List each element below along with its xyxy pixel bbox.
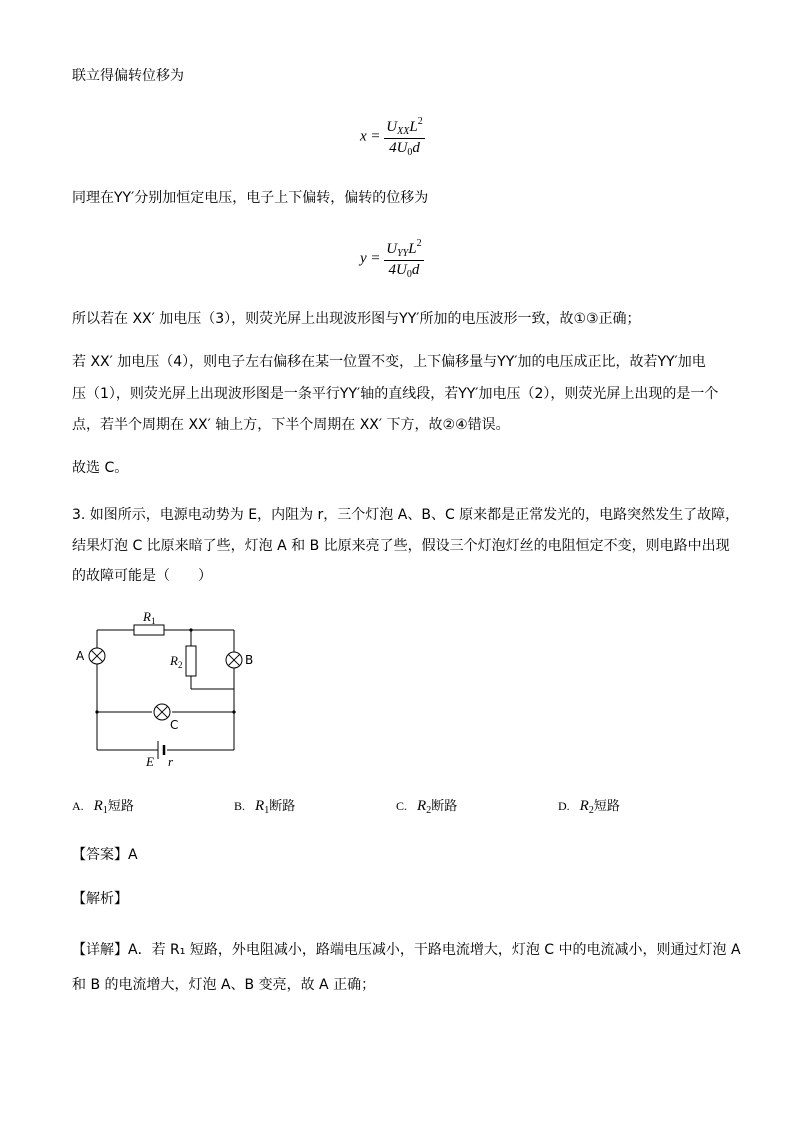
svg-text:R2: $R_2$ [170,653,183,670]
formula-lhs: y = [360,250,381,267]
text-line: 若 XX′ 加电压（4），则电子左右偏移在某一位置不变，上下偏移量与YY′加的电压成正比，故若YY′加电 [72,354,706,370]
detail-line: 【详解】A．若 R₁ 短路，外电阻减小，路端电压减小，干路电流增大，灯泡 C 中的电流减小，则通过灯泡 A [72,942,741,958]
formula-lhs: x = [360,128,381,145]
option-d: D. $R_2$短路 [558,798,620,816]
svg-text:R1: $R_1$ [143,609,156,626]
question-line: 结果灯泡 C 比原来暗了些，灯泡 A 和 B 比原来亮了些，假设三个灯泡灯丝的电阻恒定不变，则电路中出现 [72,538,730,554]
detail-line: 和 B 的电流增大，灯泡 A、B 变亮，故 A 正确； [72,977,376,993]
resistor-r2 [186,646,196,676]
fraction [384,116,424,158]
answer-label: 【答案】A [72,847,138,863]
formula-y [360,238,424,280]
numerator: $U_{XX}L^2$ [386,116,423,137]
question-line: 3. 如图所示，电源电动势为 E，内阻为 r，三个灯泡 A、B、C 原来都是正常发光的，电路突然发生了故障， [72,507,740,523]
denominator: $4U_0d$ [388,262,420,280]
emf-label: E [146,754,154,769]
option-b: B. $R_1$断路 [234,798,296,816]
text-line: 压（1），则荧光屏上出现波形图是一条平行YY′轴的直线段，若YY′加电压（2），则荧光屏上出现的是一个 [72,386,719,402]
lamp-a-label: A [76,649,85,663]
option-a: A. $R_1$短路 [72,798,134,816]
r1-label: R [143,609,151,624]
analysis-label: 【解析】 [72,891,128,907]
fraction [384,238,423,280]
option-c: C. $R_2$断路 [396,798,458,816]
lamp-c-label: C [170,718,179,732]
lamp-c-icon [154,704,170,720]
text-line: 故选 C。 [72,460,129,476]
junction-dot [189,628,192,631]
circuit-diagram [70,605,270,780]
text-line: 所以若在 XX′ 加电压（3），则荧光屏上出现波形图与YY′所加的电压波形一致，故①③正确； [72,311,641,327]
text-line: 同理在YY′分别加恒定电压，电子上下偏转，偏转的位移为 [72,190,429,206]
internal-resistance-label: r [168,754,174,769]
junction-dot [95,710,98,713]
resistor-r1 [134,625,164,635]
formula-x [360,116,425,158]
text-line: 联立得偏转位移为 [72,68,184,84]
lamp-b-icon [226,652,242,668]
lamp-b-label: B [245,653,254,667]
r2-label: R [170,653,178,668]
text-line: 点，若半个周期在 XX′ 轴上方，下半个周期在 XX′ 下方，故②④错误。 [72,417,510,433]
question-line: 的故障可能是（ ） [72,568,212,584]
junction-dot [232,710,235,713]
lamp-a-icon [89,648,105,664]
numerator: $U_{YY}L^2$ [386,238,422,259]
denominator: $4U_0d$ [389,140,420,158]
